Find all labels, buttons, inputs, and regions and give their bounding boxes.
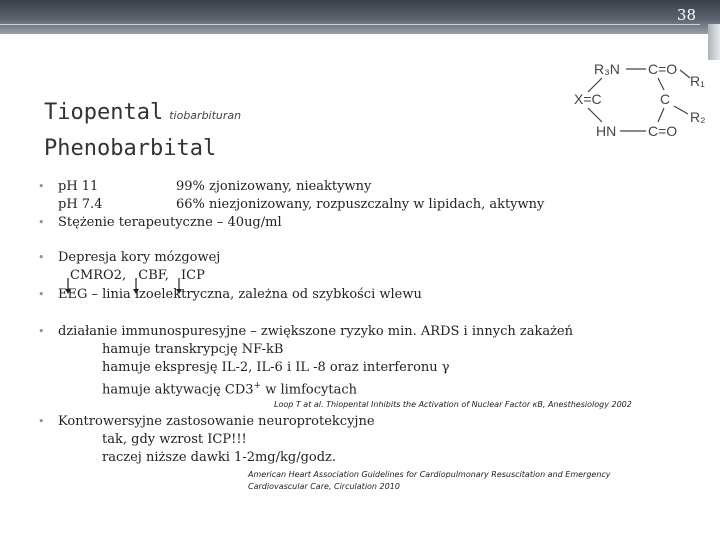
cbf-label: CBF, [138, 268, 169, 283]
cd3-text [102, 377, 573, 399]
structure-c-mid: C [660, 91, 671, 107]
icp-increase-text: tak, gdy wzrost ICP!!! [102, 432, 247, 447]
bullet-marker: • [38, 415, 45, 428]
therapeutic-concentration: Stężenie terapeutyczne – 40ug/ml [58, 215, 282, 230]
icp-label: ICP [181, 268, 205, 283]
structure-co-top: C=O [648, 61, 678, 77]
bond [674, 106, 688, 114]
slide-header-bar [0, 0, 720, 34]
page-number: 38 [676, 6, 696, 24]
bullet-marker: • [38, 325, 45, 338]
title-subtitle-tiobarbituran: tiobarbituran [169, 109, 242, 122]
bond [588, 78, 602, 92]
interleukin-text: hamuje ekspresję IL-2, IL-6 i IL -8 oraz interferonu γ [102, 360, 450, 375]
bullet-marker: • [38, 216, 45, 229]
cmro2-label: CMRO2, [70, 268, 127, 283]
ph74-description: 66% niezjonizowany, rozpuszczalny w lipidach, aktywny [176, 197, 545, 212]
reference-aha-line2: Cardiovascular Care, Circulation 2010 [248, 482, 400, 491]
bond [680, 70, 690, 78]
header-divider [0, 24, 700, 25]
cortex-depression-text: Depresja kory mózgowej [58, 250, 221, 265]
cortex-params [70, 267, 220, 285]
cd3-text-tail: w limfocytach [261, 382, 358, 398]
structure-co-bottom: C=O [648, 123, 678, 139]
bond [658, 78, 664, 90]
bullet-marker: • [38, 180, 45, 193]
ph11-description: 99% zjonizowany, nieaktywny [176, 179, 372, 194]
structure-r1: R₁ [690, 73, 705, 89]
structure-r2: R₂ [690, 109, 706, 125]
neuroprotection-text: Kontrowersyjne zastosowanie neuroprotekcyjne [58, 414, 375, 429]
bullet-immunosuppression [38, 323, 573, 399]
eeg-text: EEG – linia izoelektryczna, zależna od szybkości wlewu [58, 287, 422, 302]
barbiturate-structure [570, 54, 710, 146]
cd3-text-main: hamuje aktywację CD3 [102, 382, 254, 398]
bullet-cortex-depression [38, 249, 221, 285]
lower-doses-text: raczej niższe dawki 1-2mg/kg/godz. [102, 450, 337, 465]
reference-aha [248, 469, 611, 493]
bond [658, 108, 664, 122]
ph11-label: pH 11 [58, 179, 99, 194]
nfkb-text: hamuje transkrypcję NF-kB [102, 342, 284, 357]
structure-hn: HN [596, 123, 617, 139]
bullet-neuroprotection [38, 413, 375, 467]
bullet-marker: • [38, 251, 45, 264]
bond [588, 108, 602, 122]
reference-loop: Loop T at al. Thiopental Inhibits the Activation of Nuclear Factor κB, Anesthesiology 2002 [274, 400, 632, 409]
immunosuppression-text: działanie immunospuresyjne – zwiększone ryzyko min. ARDS i innych zakażeń [58, 324, 573, 339]
bullet-eeg [38, 286, 422, 304]
structure-xc: X=C [574, 91, 602, 107]
reference-aha-line1: American Heart Association Guidelines for Cardiopulmonary Resuscitation and Emergency [248, 470, 611, 479]
bullet-marker: • [38, 288, 45, 301]
bullet-ph [38, 178, 545, 214]
structure-r3n: R₃N [594, 61, 620, 77]
ph74-label: pH 7.4 [58, 197, 103, 212]
title-tiopental: Tiopental [44, 100, 164, 125]
slide-title-line2: Phenobarbital [44, 136, 217, 161]
bullet-therapeutic [38, 214, 282, 232]
cd3-superscript: + [253, 381, 262, 391]
slide-title-line1 [44, 100, 241, 125]
